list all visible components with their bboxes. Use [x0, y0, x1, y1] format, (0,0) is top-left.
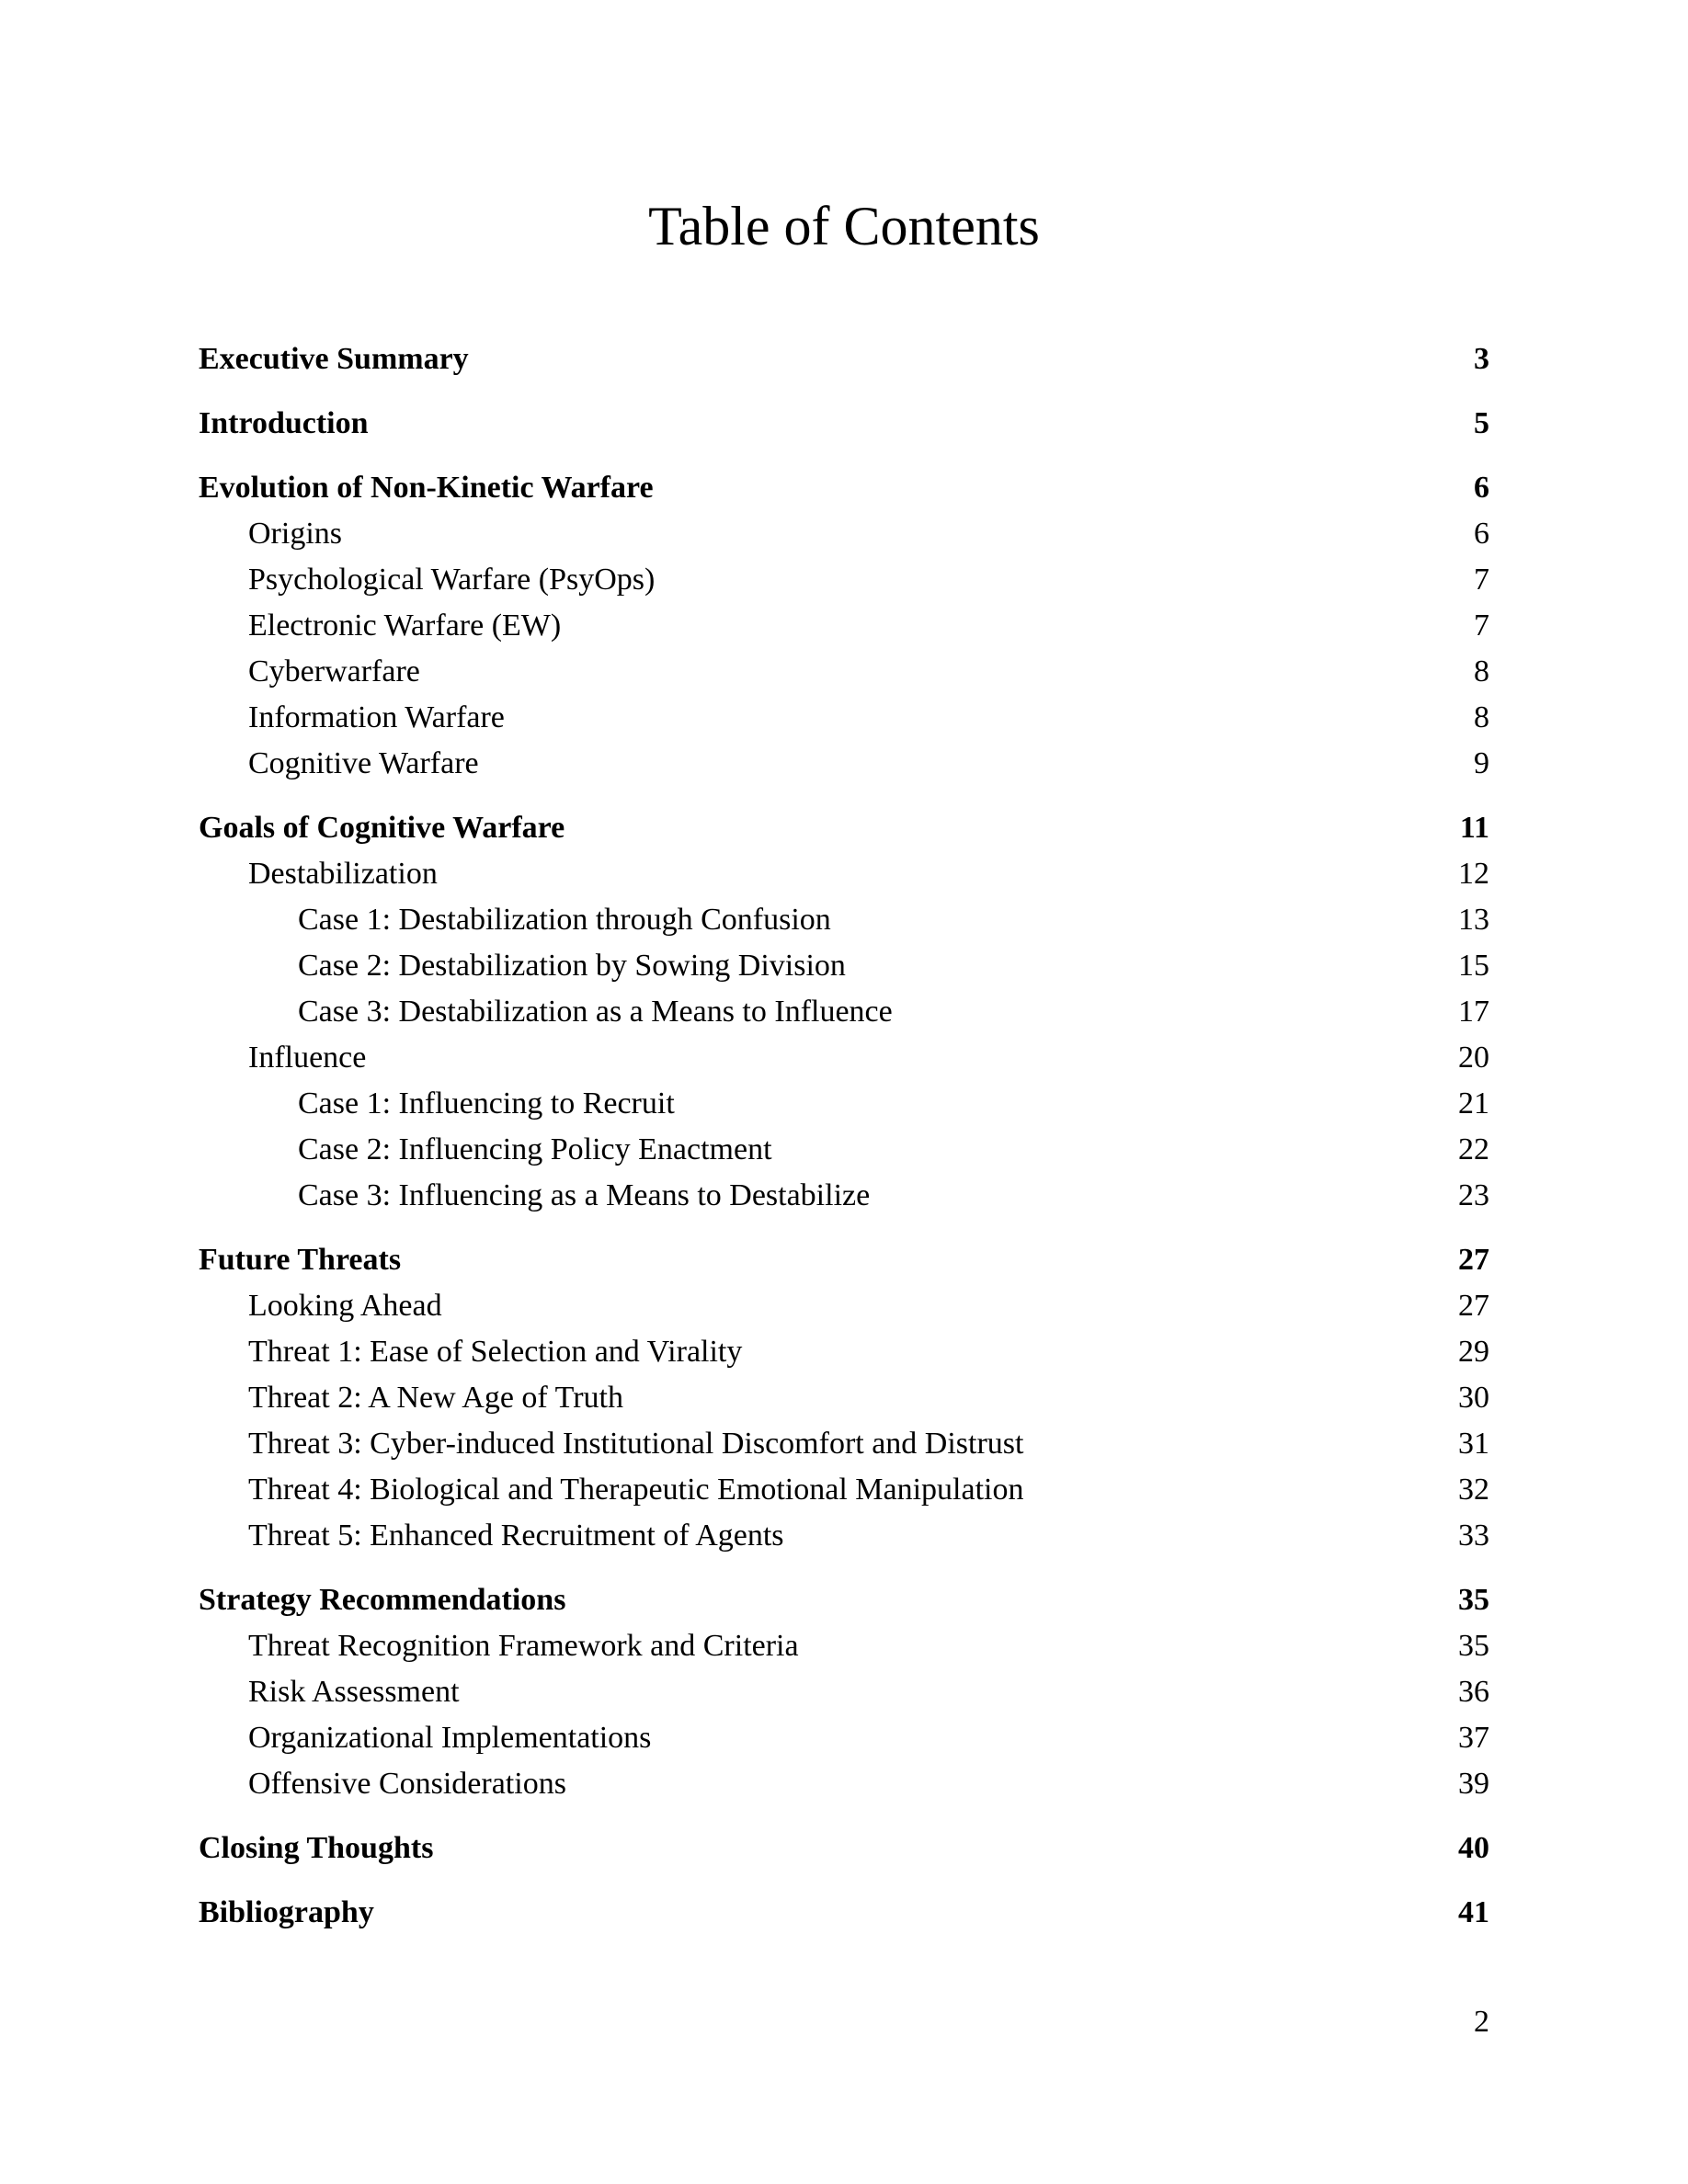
toc-entry-label: Future Threats [199, 1243, 402, 1277]
toc-row[interactable] [199, 603, 1489, 649]
toc-row[interactable] [199, 897, 1489, 943]
toc-entry-label: Organizational Implementations [248, 1721, 652, 1755]
toc-row[interactable] [199, 1283, 1489, 1329]
toc-row[interactable] [199, 943, 1489, 989]
toc-row[interactable] [199, 557, 1489, 603]
toc-row[interactable] [199, 989, 1489, 1035]
toc-entry-page: 27 [1458, 1243, 1489, 1277]
toc-entry-page: 21 [1458, 1086, 1489, 1120]
toc-row[interactable] [199, 649, 1489, 695]
toc-row[interactable] [199, 1467, 1489, 1513]
toc-row[interactable] [199, 851, 1489, 897]
toc-entry-page: 22 [1458, 1132, 1489, 1166]
toc-entry-label: Offensive Considerations [248, 1767, 566, 1801]
toc-row[interactable] [199, 1761, 1489, 1807]
toc-row[interactable] [199, 401, 1489, 447]
toc-entry-page: 5 [1474, 406, 1489, 440]
toc-entry-label: Threat Recognition Framework and Criteria [248, 1629, 799, 1663]
toc-entry-page: 33 [1458, 1519, 1489, 1553]
toc-row[interactable] [199, 1826, 1489, 1871]
toc-entry-label: Strategy Recommendations [199, 1583, 566, 1617]
toc-row[interactable] [199, 1890, 1489, 1936]
toc-entry-page: 39 [1458, 1767, 1489, 1801]
toc-row[interactable] [199, 1127, 1489, 1173]
toc-entry-label: Threat 4: Biological and Therapeutic Emotional Manipulation [248, 1473, 1024, 1507]
toc-row[interactable] [199, 465, 1489, 511]
toc-entry-page: 8 [1474, 654, 1489, 688]
toc-row[interactable] [199, 1237, 1489, 1283]
toc-entry-page: 35 [1458, 1629, 1489, 1663]
toc-entry-label: Electronic Warfare (EW) [248, 609, 562, 643]
toc-entry-page: 31 [1458, 1427, 1489, 1461]
toc-entry-page: 20 [1458, 1041, 1489, 1075]
toc-entry-page: 41 [1458, 1895, 1489, 1929]
toc-entry-label: Looking Ahead [248, 1289, 442, 1323]
toc-entry-page: 13 [1458, 903, 1489, 937]
toc-entry-page: 7 [1474, 609, 1489, 643]
toc-row[interactable] [199, 695, 1489, 741]
toc-entry-page: 11 [1459, 811, 1489, 845]
toc-row[interactable] [199, 336, 1489, 382]
toc-entry-page: 17 [1458, 995, 1489, 1029]
toc-entry-label: Bibliography [199, 1895, 374, 1929]
toc-entry-label: Risk Assessment [248, 1675, 460, 1709]
toc-row[interactable] [199, 1329, 1489, 1375]
toc-row[interactable] [199, 1513, 1489, 1559]
toc-entry-label: Goals of Cognitive Warfare [199, 811, 565, 845]
toc-entry-label: Threat 3: Cyber-induced Institutional Discomfort and Distrust [248, 1427, 1024, 1461]
toc-entry-label: Cyberwarfare [248, 654, 420, 688]
toc-entry-label: Influence [248, 1041, 367, 1075]
toc-entry-page: 6 [1474, 517, 1489, 551]
toc-entry-page: 29 [1458, 1335, 1489, 1369]
toc-row[interactable] [199, 741, 1489, 787]
toc-entry-label: Case 3: Destabilization as a Means to Influence [298, 995, 893, 1029]
toc-entry-page: 12 [1458, 857, 1489, 891]
toc-row[interactable] [199, 805, 1489, 851]
toc-row[interactable] [199, 1623, 1489, 1669]
toc-row[interactable] [199, 1421, 1489, 1467]
toc-entry-label: Case 3: Influencing as a Means to Destabilize [298, 1178, 871, 1212]
toc-entry-label: Evolution of Non-Kinetic Warfare [199, 471, 654, 505]
toc-entry-label: Case 1: Destabilization through Confusion [298, 903, 831, 937]
toc-row[interactable] [199, 1035, 1489, 1081]
toc-entry-page: 40 [1458, 1831, 1489, 1865]
toc-entry-label: Psychological Warfare (PsyOps) [248, 563, 656, 597]
toc-entry-label: Case 2: Influencing Policy Enactment [298, 1132, 772, 1166]
toc-entry-page: 37 [1458, 1721, 1489, 1755]
toc-entry-page: 7 [1474, 563, 1489, 597]
toc-entry-label: Threat 1: Ease of Selection and Virality [248, 1335, 743, 1369]
toc-row[interactable] [199, 1715, 1489, 1761]
toc-entry-label: Introduction [199, 406, 369, 440]
toc-entry-label: Threat 2: A New Age of Truth [248, 1381, 623, 1415]
toc-entry-page: 35 [1458, 1583, 1489, 1617]
toc-entry-page: 36 [1458, 1675, 1489, 1709]
toc-entry-label: Cognitive Warfare [248, 746, 479, 780]
toc-row[interactable] [199, 1081, 1489, 1127]
toc-entry-page: 32 [1458, 1473, 1489, 1507]
toc-row[interactable] [199, 511, 1489, 557]
toc-entry-page: 27 [1458, 1289, 1489, 1323]
toc-entry-page: 9 [1474, 746, 1489, 780]
toc-row[interactable] [199, 1173, 1489, 1219]
toc-entry-page: 3 [1474, 342, 1489, 376]
toc-entry-label: Executive Summary [199, 342, 469, 376]
toc-entry-label: Threat 5: Enhanced Recruitment of Agents [248, 1519, 784, 1553]
toc-entry-page: 8 [1474, 700, 1489, 734]
toc-entry-label: Information Warfare [248, 700, 505, 734]
page-title: Table of Contents [648, 196, 1040, 256]
toc-entry-label: Destabilization [248, 857, 438, 891]
toc-entry-page: 6 [1474, 471, 1489, 505]
toc-row[interactable] [199, 1669, 1489, 1715]
toc-entry-label: Origins [248, 517, 342, 551]
toc-row[interactable] [199, 1375, 1489, 1421]
toc-entry-label: Closing Thoughts [199, 1831, 434, 1865]
toc-entry-page: 23 [1458, 1178, 1489, 1212]
toc-list [199, 336, 1489, 1936]
toc-entry-label: Case 2: Destabilization by Sowing Division [298, 949, 846, 983]
toc-entry-label: Case 1: Influencing to Recruit [298, 1086, 675, 1120]
toc-entry-page: 15 [1458, 949, 1489, 983]
toc-row[interactable] [199, 1577, 1489, 1623]
footer-page-number: 2 [1474, 2005, 1489, 2039]
toc-entry-page: 30 [1458, 1381, 1489, 1415]
